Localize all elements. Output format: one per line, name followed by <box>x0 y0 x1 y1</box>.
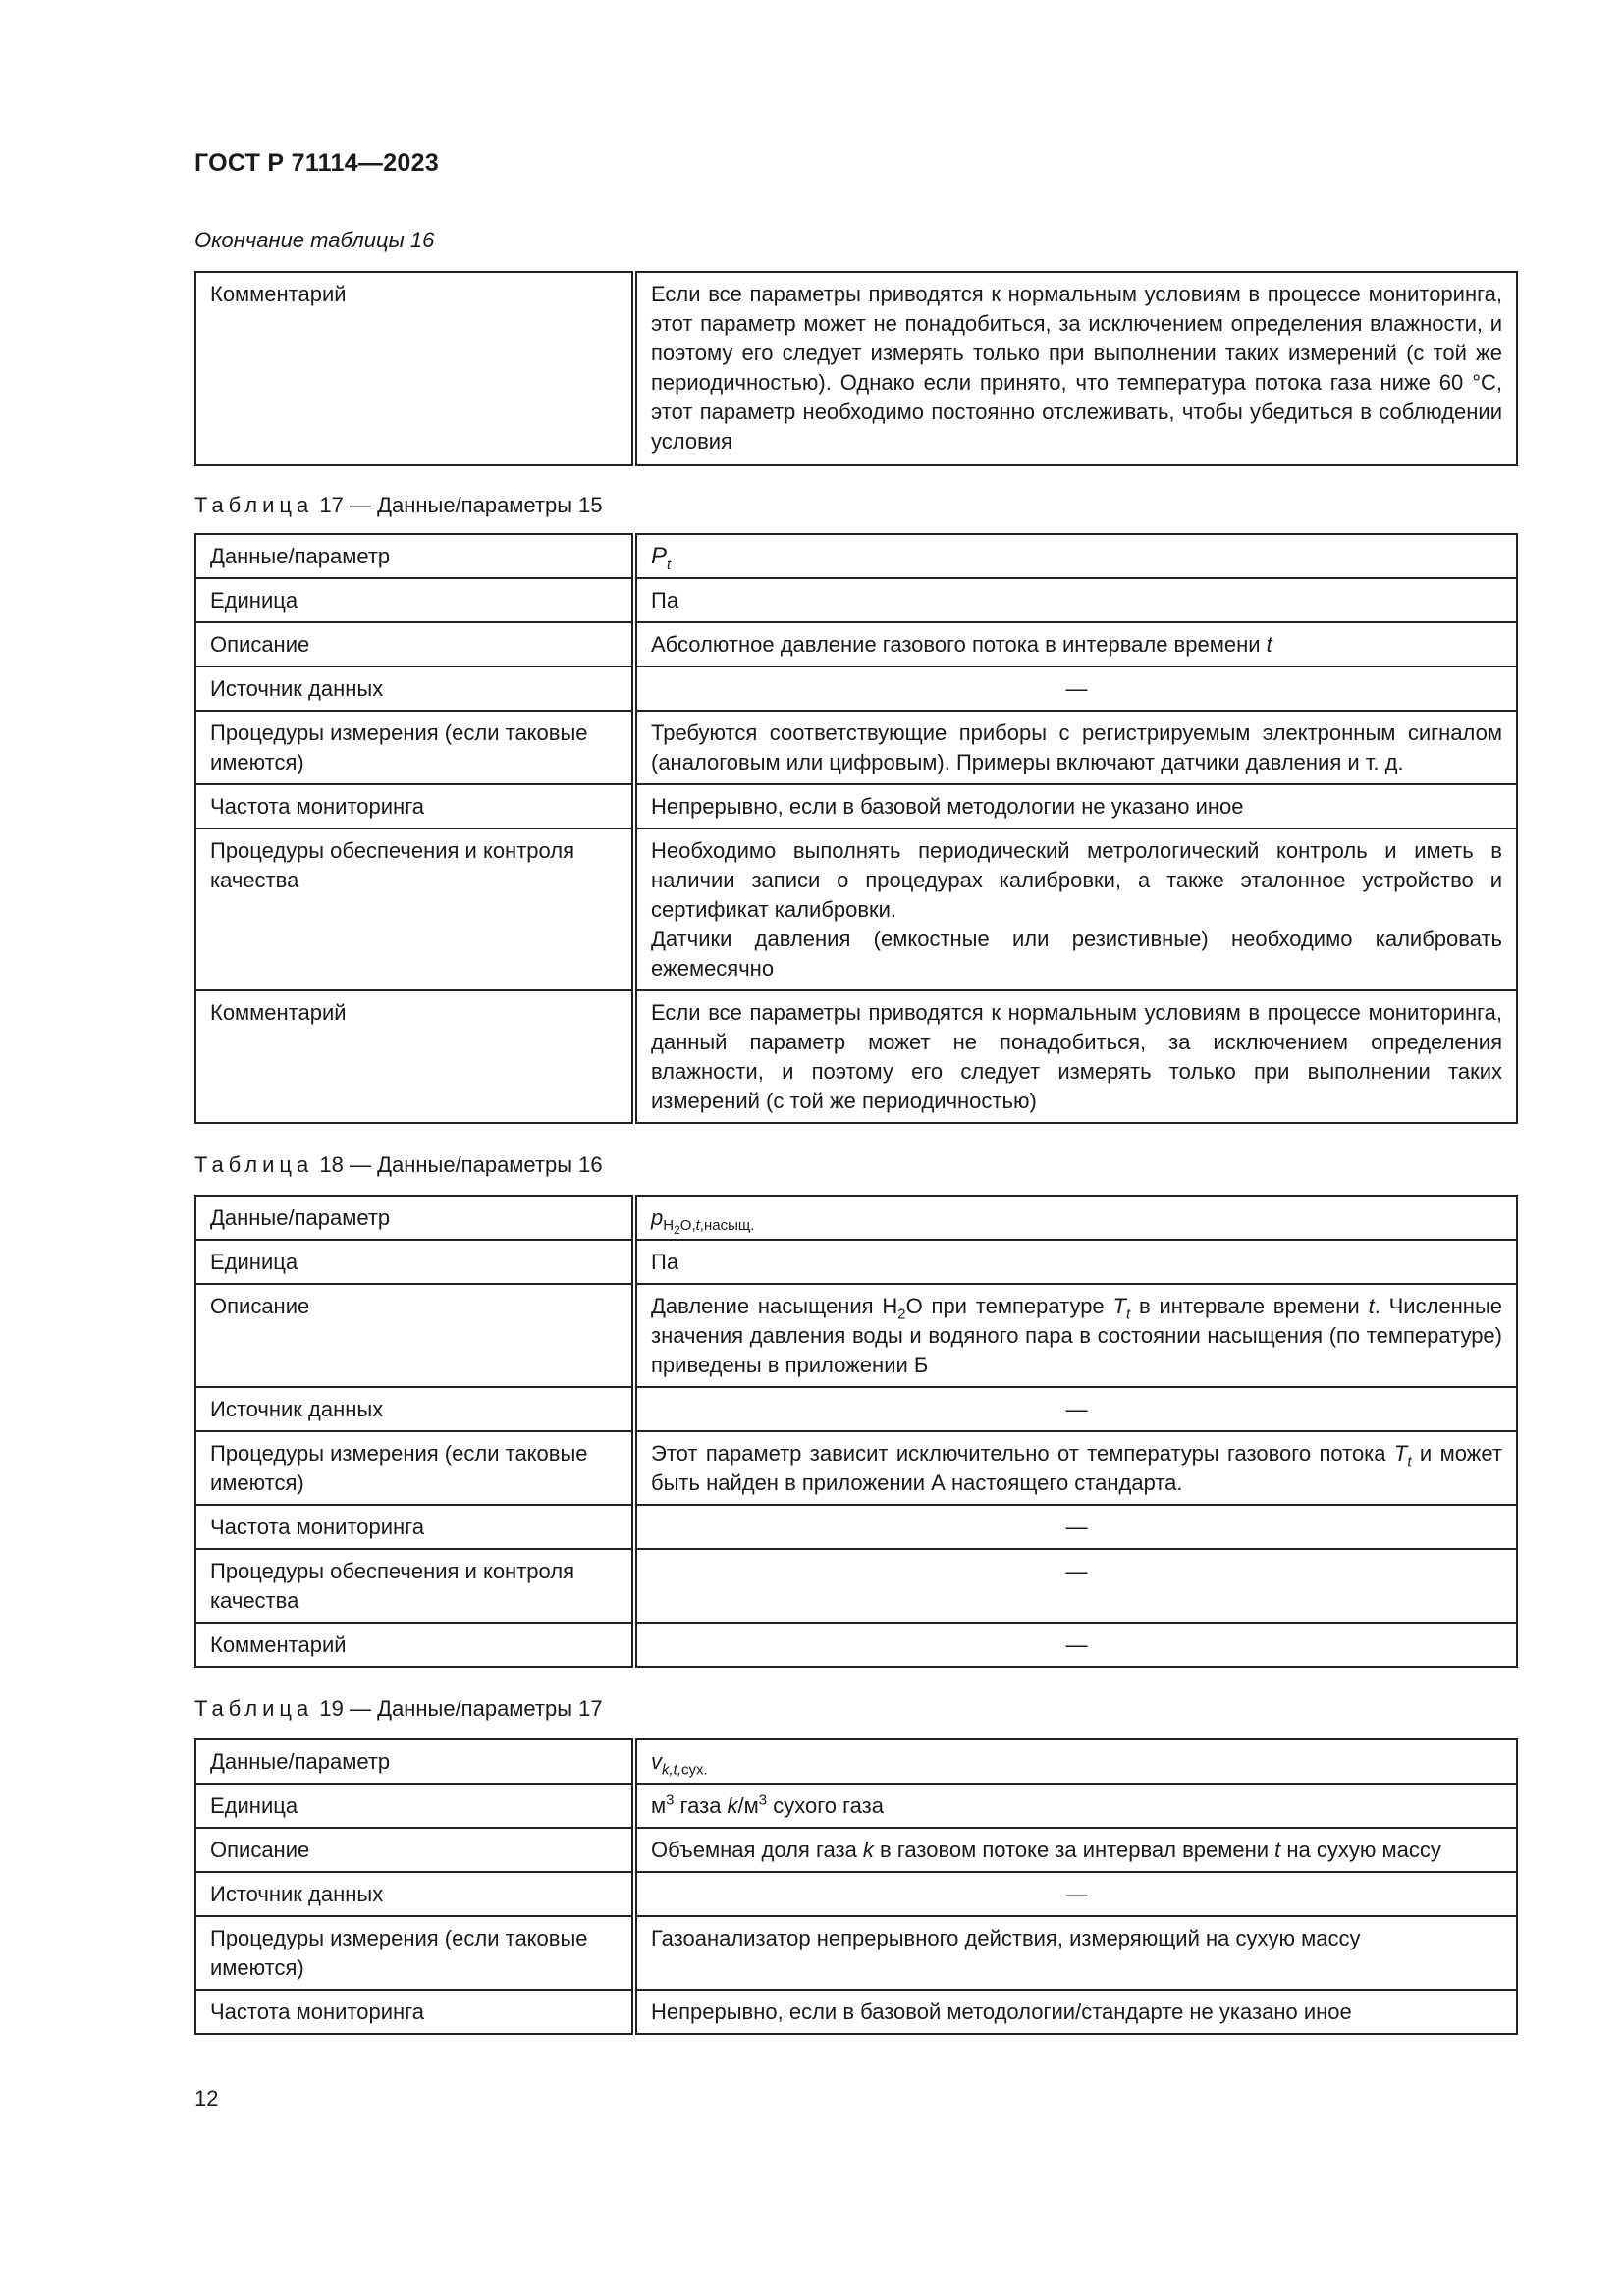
table-row <box>195 1240 1517 1284</box>
symbol-main: p <box>651 1205 664 1230</box>
row-label: Описание <box>195 1828 634 1872</box>
table-row <box>195 1284 1517 1387</box>
table-row <box>195 711 1517 784</box>
row-value: Требуются соответствующие приборы с регистрируемым электронным сигналом (аналоговым или цифровым). Примеры включают датчики давления и т. д. <box>634 711 1517 784</box>
table-row <box>195 1387 1517 1431</box>
row-label: Источник данных <box>195 667 634 711</box>
table-19 <box>194 1738 1518 2035</box>
row-value <box>634 828 1517 990</box>
row-value: $м^3$ газа $k/м^3$ сухого газа <box>634 1784 1517 1828</box>
row-label: Комментарий <box>195 990 634 1123</box>
row-value: Па <box>634 1240 1517 1284</box>
table-row <box>195 828 1517 990</box>
value-text: Абсолютное давление газового потока в интервале времени <box>651 632 1267 657</box>
table-row <box>195 784 1517 828</box>
row-value: Па <box>634 578 1517 622</box>
symbol-cell <box>634 1739 1517 1784</box>
row-label: Единица <box>195 578 634 622</box>
row-label: Данные/параметр <box>195 1739 634 1784</box>
row-label: Данные/параметр <box>195 1196 634 1240</box>
row-value: Этот параметр зависит исключительно от температуры газового потока $T_t$ и может быть найден в приложении А настоящего стандарта. <box>634 1431 1517 1505</box>
table-18 <box>194 1195 1518 1668</box>
symbol-cell <box>634 534 1517 578</box>
row-label: Процедуры обеспечения и контроля качества <box>195 828 634 990</box>
table-row <box>195 272 1517 465</box>
row-value: — <box>634 1623 1517 1667</box>
value-paragraph: Датчики давления (емкостные или резистивные) необходимо калибровать ежемесячно <box>651 927 1502 981</box>
table-row <box>195 578 1517 622</box>
table-18-caption <box>194 1152 603 1178</box>
symbol-sub: H2O,t,насыщ. <box>663 1217 755 1238</box>
caption-word: Таблица <box>194 493 314 517</box>
symbol-main: P <box>651 543 668 569</box>
row-value: — <box>634 1549 1517 1623</box>
caption-text: 17 — Данные/параметры 15 <box>319 493 603 517</box>
row-label: Описание <box>195 1284 634 1387</box>
table-16-end <box>194 271 1518 466</box>
row-label: Частота мониторинга <box>195 784 634 828</box>
table-row <box>195 622 1517 667</box>
table-row <box>195 1431 1517 1505</box>
row-label: Данные/параметр <box>195 534 634 578</box>
value-var: t <box>1266 632 1272 657</box>
document-header: ГОСТ Р 71114—2023 <box>194 149 440 177</box>
row-value: Давление насыщения $H_2O$ при температуре $T_t$ в интервале времени t. Численные значения давления воды и водяного пара в состоянии насыщения (по температуре) приведены в приложении Б <box>634 1284 1517 1387</box>
table-row <box>195 1784 1517 1828</box>
row-label: Комментарий <box>195 1623 634 1667</box>
row-label: Источник данных <box>195 1387 634 1431</box>
row-label: Процедуры измерения (если таковые имеются) <box>195 1916 634 1990</box>
caption-text: 18 — Данные/параметры 16 <box>319 1152 603 1177</box>
row-label: Источник данных <box>195 1872 634 1916</box>
table-17 <box>194 533 1518 1124</box>
caption-word: Таблица <box>194 1152 314 1177</box>
caption-word: Таблица <box>194 1696 314 1721</box>
symbol-cell <box>634 1196 1517 1240</box>
symbol-main: v <box>651 1749 662 1774</box>
row-label: Единица <box>195 1240 634 1284</box>
row-label: Описание <box>195 622 634 667</box>
symbol-sub: k,t,сух. <box>662 1761 708 1779</box>
row-label: Процедуры измерения (если таковые имеются) <box>195 1431 634 1505</box>
table-16-end-caption: Окончание таблицы 16 <box>194 228 435 252</box>
table-row <box>195 1739 1517 1784</box>
row-label: Частота мониторинга <box>195 1505 634 1549</box>
table-row <box>195 990 1517 1123</box>
table-row <box>195 534 1517 578</box>
symbol-sub: t <box>667 556 672 573</box>
table-17-caption <box>194 493 603 518</box>
table-row <box>195 1623 1517 1667</box>
table-row <box>195 1549 1517 1623</box>
value-paragraph: Необходимо выполнять периодический метрологический контроль и иметь в наличии записи о процедурах калибровки, а также эталонное устройство и сертификат калибровки. <box>651 838 1502 922</box>
table-row <box>195 667 1517 711</box>
row-label: Единица <box>195 1784 634 1828</box>
row-label: Комментарий <box>195 272 634 465</box>
table-19-caption <box>194 1696 603 1722</box>
row-value: Объемная доля газа k в газовом потоке за интервал времени t на сухую массу <box>634 1828 1517 1872</box>
row-label: Частота мониторинга <box>195 1990 634 2034</box>
row-value: — <box>634 1872 1517 1916</box>
row-value: Непрерывно, если в базовой методологии не указано иное <box>634 784 1517 828</box>
row-label: Процедуры обеспечения и контроля качества <box>195 1549 634 1623</box>
row-value: — <box>634 667 1517 711</box>
row-value: Если все параметры приводятся к нормальным условиям в процессе мониторинга, данный параметр может не понадобиться, за исключением определения влажности, и поэтому его следует измерять только при выполнении таких измерений (с той же периодичностью) <box>634 990 1517 1123</box>
table-row <box>195 1990 1517 2034</box>
table-row <box>195 1872 1517 1916</box>
row-value: Газоанализатор непрерывного действия, измеряющий на сухую массу <box>634 1916 1517 1990</box>
row-label: Процедуры измерения (если таковые имеются) <box>195 711 634 784</box>
table-row <box>195 1196 1517 1240</box>
table-row <box>195 1828 1517 1872</box>
table-row <box>195 1505 1517 1549</box>
row-value: — <box>634 1387 1517 1431</box>
row-value: — <box>634 1505 1517 1549</box>
row-value <box>634 622 1517 667</box>
caption-text: 19 — Данные/параметры 17 <box>319 1696 603 1721</box>
row-value: Непрерывно, если в базовой методологии/стандарте не указано иное <box>634 1990 1517 2034</box>
row-value: Если все параметры приводятся к нормальным условиям в процессе мониторинга, этот параметр может не понадобиться, за исключением определения влажности, и поэтому его следует измерять только при выполнении таких измерений (с той же периодичностью). Однако если принято, что температура потока газа ниже 60 °С, этот параметр необходимо постоянно отслеживать, чтобы убедиться в соблюдении условия <box>634 272 1517 465</box>
table-row <box>195 1916 1517 1990</box>
page-number: 12 <box>194 2086 219 2110</box>
